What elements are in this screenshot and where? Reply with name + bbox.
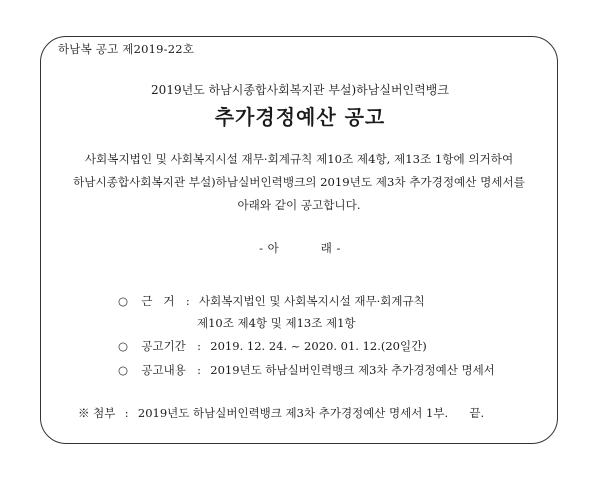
- item-value: 2019. 12. 24. ~ 2020. 01. 12.(20일간): [210, 339, 427, 353]
- attachment-label: 첨부: [93, 406, 116, 420]
- item-separator: :: [197, 339, 201, 353]
- attachment-separator: :: [124, 406, 129, 420]
- item-label: 공고내용: [141, 363, 186, 377]
- body-line: 사회복지법인 및 사회복지시설 재무·회계규칙 제10조 제4항, 제13조 1항에 의거하여: [84, 152, 514, 166]
- below-heading: - 아 래 -: [259, 241, 341, 255]
- notice-body: [40, 148, 558, 217]
- item-value: 사회복지법인 및 사회복지시설 재무·회계규칙: [199, 294, 425, 308]
- attachment-mark: ※: [78, 406, 90, 420]
- item-bullet: ○: [118, 294, 129, 308]
- item-basis-continuation: 제10조 제4항 및 제13조 제1항: [197, 316, 356, 330]
- item-separator: :: [185, 294, 190, 308]
- attachment-line: [78, 405, 484, 421]
- organization-line: 2019년도 하남시종합사회복지관 부설)하남실버인력뱅크: [151, 83, 449, 97]
- document-title: 추가경정예산 공고: [214, 105, 386, 129]
- attachment-value: 2019년도 하남실버인력뱅크 제3차 추가경정예산 명세서 1부.: [137, 406, 449, 420]
- item-separator: :: [197, 363, 201, 377]
- body-line: 아래와 같이 공고합니다.: [237, 198, 361, 212]
- item-value: 2019년도 하남실버인력뱅크 제3차 추가경정예산 명세서: [210, 363, 495, 377]
- item-label: 공고기간: [141, 339, 186, 353]
- item-content: [118, 362, 495, 378]
- item-bullet: ○: [118, 363, 129, 377]
- attachment-end: 끝.: [469, 406, 485, 420]
- item-bullet: ○: [118, 339, 129, 353]
- item-label: 근 거: [141, 294, 175, 308]
- item-basis: [118, 293, 425, 309]
- body-line: 하남시종합사회복지관 부설)하남실버인력뱅크의 2019년도 제3차 추가경정예산 명세서를: [73, 175, 525, 189]
- notice-number: 하남복 공고 제2019-22호: [58, 42, 195, 56]
- item-period: [118, 338, 427, 354]
